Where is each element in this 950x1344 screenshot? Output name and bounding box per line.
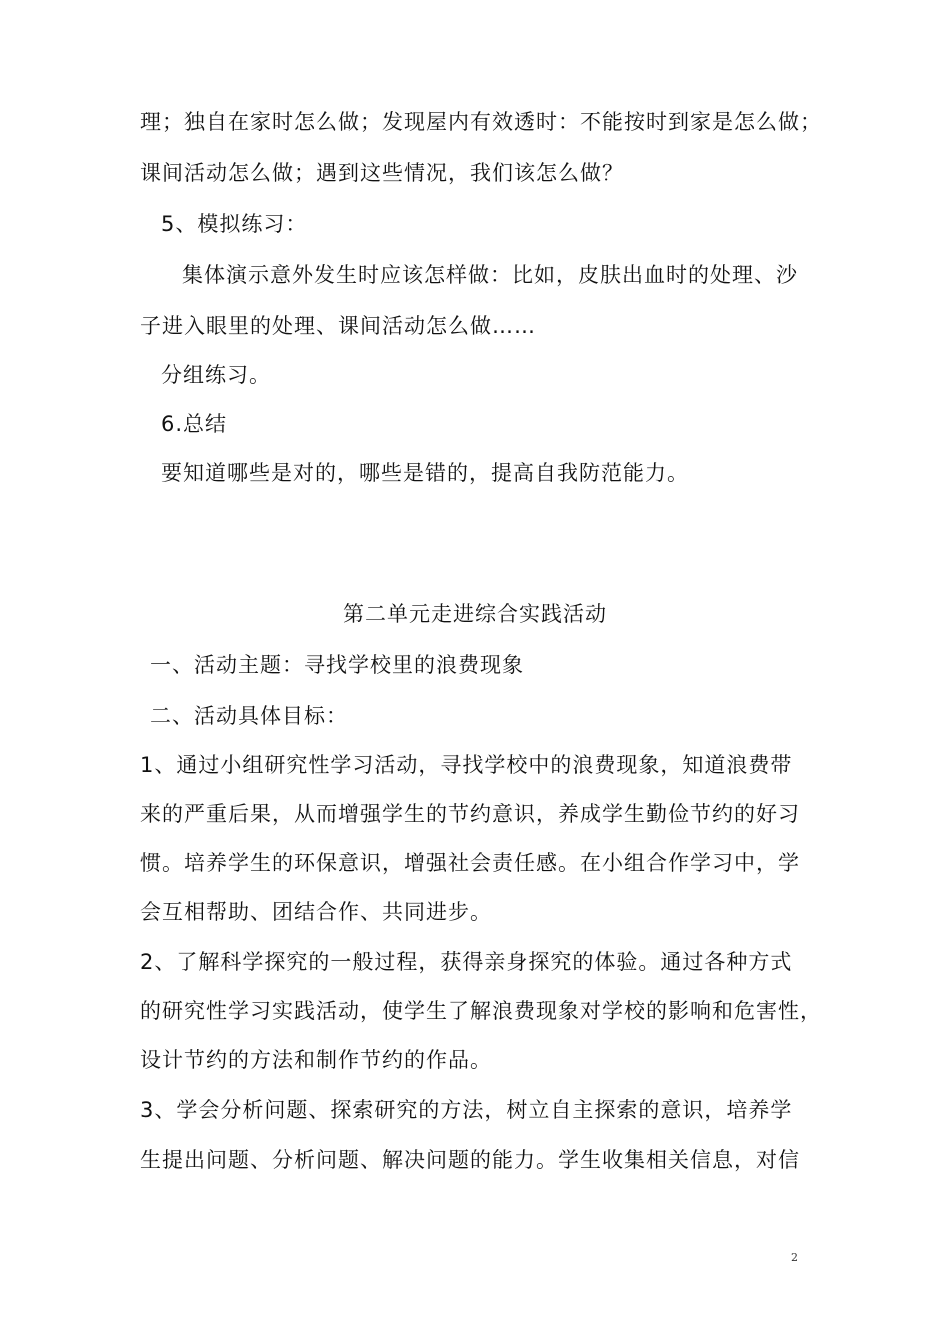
goal-line: 来的严重后果，从而增强学生的节约意识，养成学生勤俭节约的好习 <box>140 802 800 826</box>
paragraph-line: 集体演示意外发生时应该怎样做：比如，皮肤出血时的处理、沙 <box>182 263 798 287</box>
paragraph-line: 理；独自在家时怎么做；发现屋内有效透时：不能按时到家是怎么做； <box>140 110 822 134</box>
goal-line: 3、学会分析问题、探索研究的方法，树立自主探索的意识，培养学 <box>140 1098 793 1122</box>
goal-line: 生提出问题、分析问题、解决问题的能力。学生收集相关信息，对信 <box>140 1148 800 1172</box>
step-heading: 6.总结 <box>161 412 228 436</box>
goal-line: 设计节约的方法和制作节约的作品。 <box>140 1048 492 1072</box>
goal-line: 1、通过小组研究性学习活动，寻找学校中的浪费现象，知道浪费带 <box>140 753 793 777</box>
goal-line: 的研究性学习实践活动，使学生了解浪费现象对学校的影响和危害性， <box>140 999 822 1023</box>
goal-line: 会互相帮助、团结合作、共同进步。 <box>140 900 492 924</box>
goal-line: 2、了解科学探究的一般过程，获得亲身探究的体验。通过各种方式 <box>140 950 793 974</box>
section-title: 第二单元走进综合实践活动 <box>343 602 607 626</box>
paragraph-line: 分组练习。 <box>161 363 271 387</box>
goals-heading: 二、活动具体目标： <box>150 704 348 728</box>
goal-line: 惯。培养学生的环保意识，增强社会责任感。在小组合作学习中，学 <box>140 851 800 875</box>
paragraph-line: 要知道哪些是对的，哪些是错的，提高自我防范能力。 <box>161 461 689 485</box>
step-heading: 5、模拟练习： <box>161 212 308 236</box>
page-number: 2 <box>791 1251 798 1264</box>
paragraph-line: 子进入眼里的处理、课间活动怎么做…… <box>140 314 536 338</box>
paragraph-line: 课间活动怎么做；遇到这些情况，我们该怎么做？ <box>140 161 624 185</box>
activity-theme: 一、活动主题：寻找学校里的浪费现象 <box>150 653 524 677</box>
